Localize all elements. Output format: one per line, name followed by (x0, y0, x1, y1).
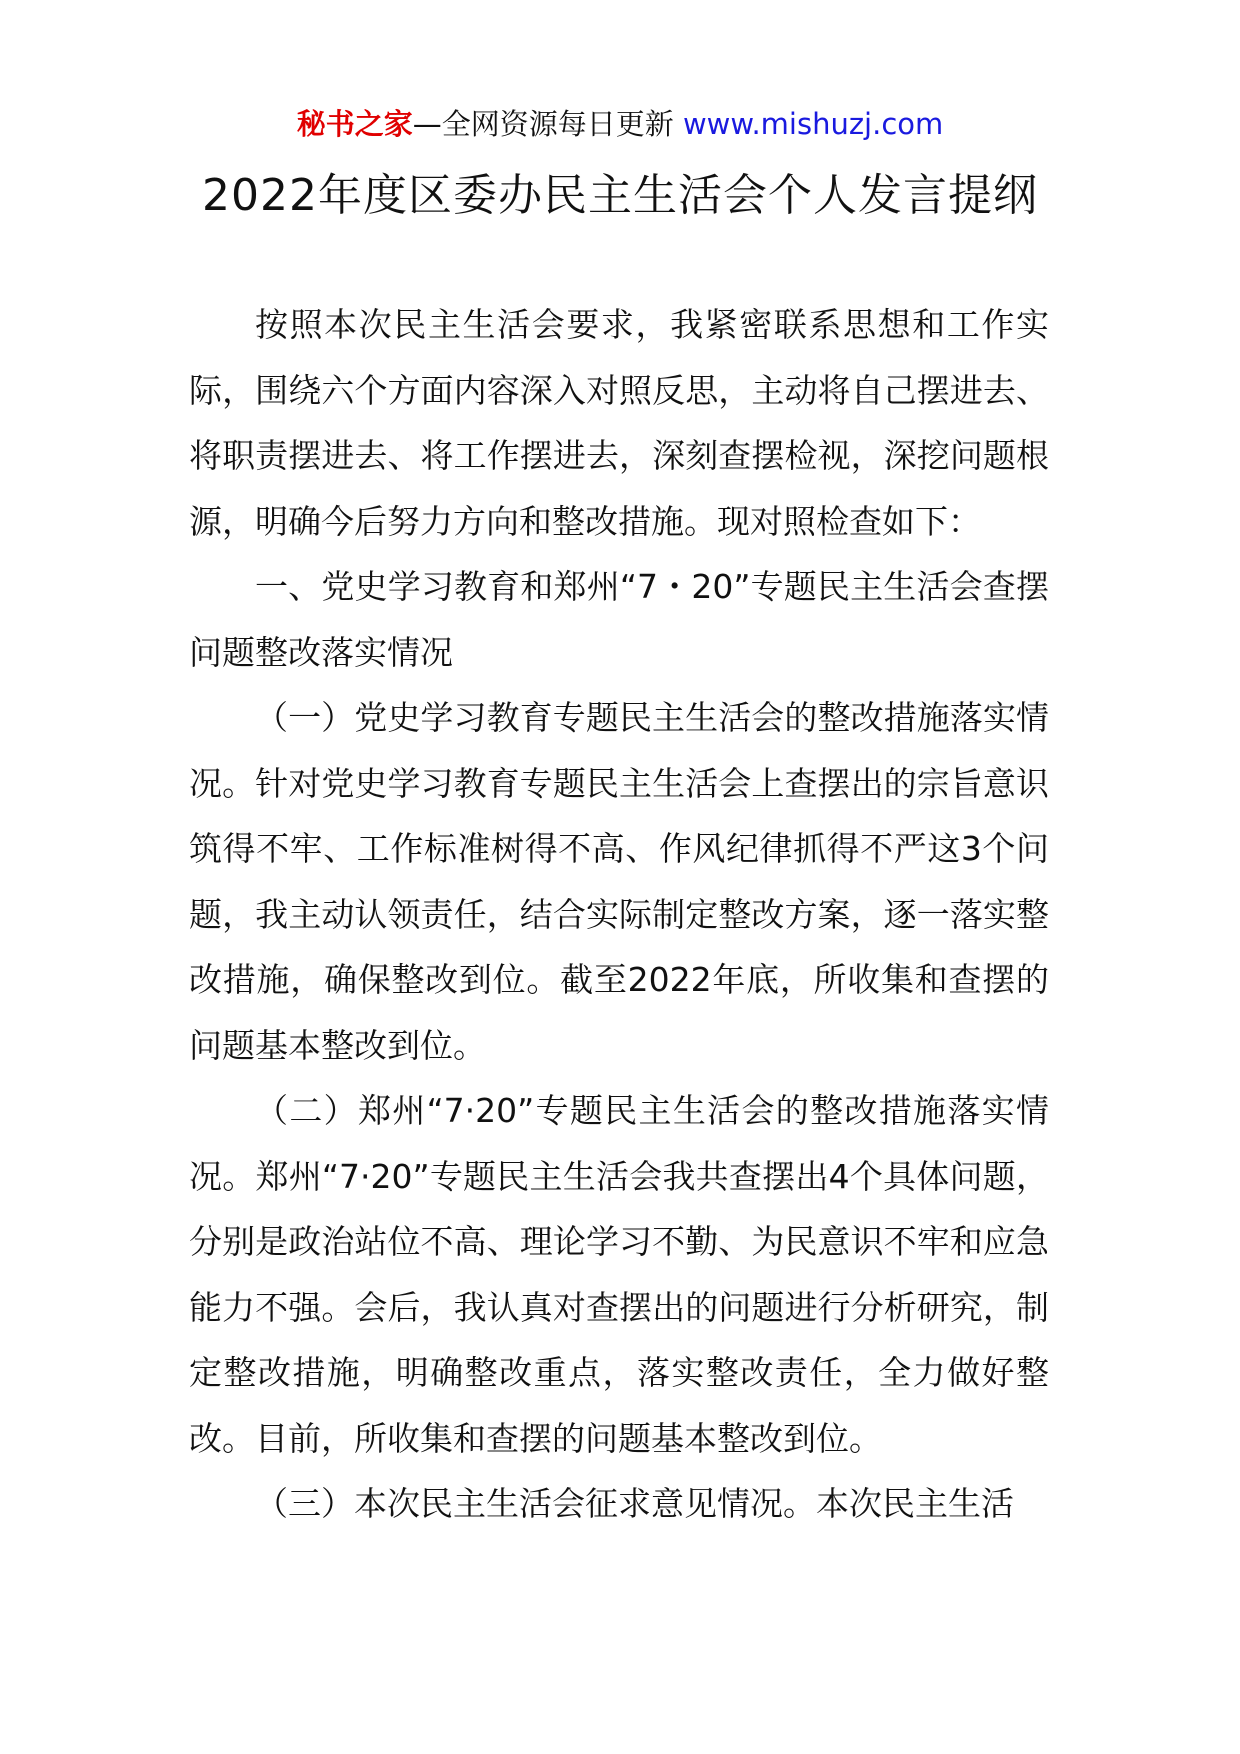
document-body (189, 292, 1049, 1537)
subsection-paragraph-2: （二）郑州“7·20”专题民主生活会的整改措施落实情况。郑州“7·20”专题民主生活会我共查摆出4个具体问题，分别是政治站位不高、理论学习不勤、为民意识不牢和应急能力不强。会后，我认真对查摆出的问题进行分析研究，制定整改措施，明确整改重点，落实整改责任，全力做好整改。目前，所收集和查摆的问题基本整改到位。 (189, 1091, 1049, 1458)
site-header (0, 104, 1240, 144)
header-tagline: —全网资源每日更新 (412, 107, 674, 141)
subsection-paragraph-3: （三）本次民主生活会征求意见情况。本次民主生活 (255, 1484, 1014, 1523)
intro-paragraph: 按照本次民主生活会要求，我紧密联系思想和工作实际，围绕六个方面内容深入对照反思，主动将自己摆进去、将职责摆进去、将工作摆进去，深刻查摆检视，深挖问题根源，明确今后努力方向和整改措施。现对照检查如下： (189, 305, 1049, 541)
site-url-link[interactable]: www.mishuzj.com (682, 107, 944, 141)
brand-name: 秘书之家 (296, 107, 413, 141)
subsection-paragraph-1: （一）党史学习教育专题民主生活会的整改措施落实情况。针对党史学习教育专题民主生活会上查摆出的宗旨意识筑得不牢、工作标准树得不高、作风纪律抓得不严这3个问题，我主动认领责任，结合实际制定整改方案，逐一落实整改措施，确保整改到位。截至2022年底，所收集和查摆的问题基本整改到位。 (189, 698, 1049, 1065)
document-title: 2022年度区委办民主生活会个人发言提纲 (202, 170, 1038, 221)
section-heading-1: 一、党史学习教育和郑州“7・20”专题民主生活会查摆问题整改落实情况 (189, 567, 1049, 672)
